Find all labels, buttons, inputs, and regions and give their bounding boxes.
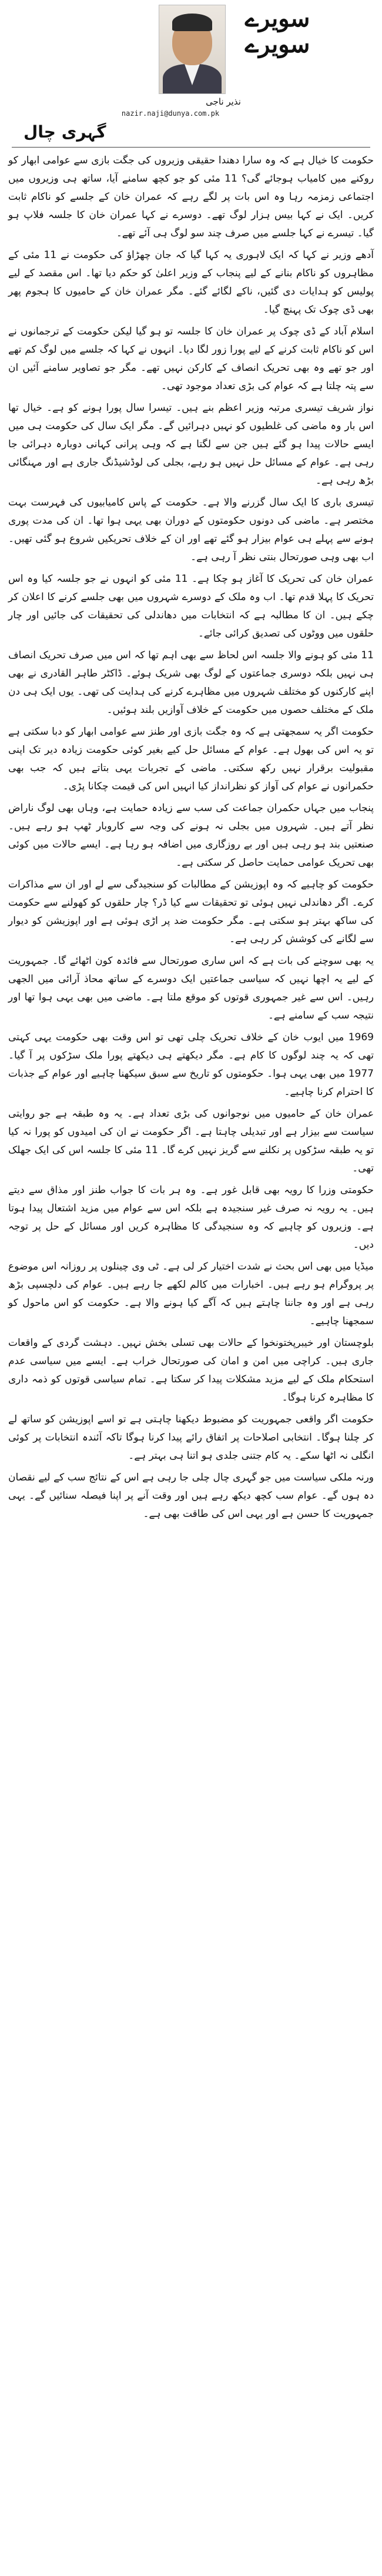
article-body — [8, 152, 374, 1527]
author-name: نذیر ناجی — [206, 96, 241, 107]
article-paragraph: حکومت کا خیال ہے کہ وہ سارا دھندا حقیقی وزیروں کی جگت بازی سے عوامی ابھار کو روکنے میں کامیاب ہوجائے گی؟ 11 مئی کو جو کچھ سامنے آیا، ساتھ ہی وزیروں میں اجتماعی زمزمہ رہا وہ اس بات پر لگے رہے کہ عمران خان کے جلسے کو ناکام ثابت کریں۔ ایک نے کہا بیس ہزار لوگ تھے۔ دوسرے نے کہا عمران خان کا جلسہ فلاپ ہو گیا۔ تیسرے نے کہا جلسے میں صرف چند سو لوگ ہی آئے تھے۔ — [8, 155, 374, 239]
article-paragraph: آدھے وزیر نے کہا کہ ایک لاہوری یہ کہا گیا کہ جان چھڑاؤ کی حکومت نے 11 مئی کے مظاہروں کو ناکام بنانے کے لیے پنجاب کے وزیر اعلیٰ کو حکم دیا تھا۔ اس مقصد کے لیے پولیس کو ہدایات دی گئیں، ناکے لگائے گئے۔ مگر عمران خان کے حامیوں کا ہجوم پھر بھی ڈی چوک تک پہنچ گیا۔ — [8, 249, 374, 316]
article-paragraph: عمران خان کے حامیوں میں نوجوانوں کی بڑی تعداد ہے۔ یہ وہ طبقہ ہے جو روایتی سیاست سے بیزار ہے اور تبدیلی چاہتا ہے۔ اگر حکومت نے ان کی امیدوں کو پورا نہ کیا تو یہ طبقہ سڑکوں پر نکلنے سے گریز نہیں کرے گا۔ 11 مئی کا جلسہ اس کی ایک جھلک تھی۔ — [8, 1108, 374, 1174]
article-paragraph: حکومت اگر واقعی جمہوریت کو مضبوط دیکھنا چاہتی ہے تو اسے اپوزیشن کو ساتھ لے کر چلنا ہوگا۔ انتخابی اصلاحات پر اتفاق رائے پیدا کرنا ہوگا تاکہ آئندہ انتخابات پر کوئی انگلی نہ اٹھا سکے۔ یہ کام جتنی جلدی ہو اتنا ہی بہتر ہے۔ — [8, 1413, 374, 1462]
article-paragraph: نواز شریف تیسری مرتبہ وزیر اعظم بنے ہیں۔ تیسرا سال پورا ہونے کو ہے۔ خیال تھا اس بار وہ ماضی کی غلطیوں کو نہیں دہرائیں گے۔ مگر ایک سال کی حکومت ہی میں ایسے حالات پیدا ہو گئے ہیں جن سے لگتا ہے کہ وہی پرانی کہانی دوبارہ دہرائی جا رہی ہے۔ عوام کے مسائل حل نہیں ہو رہے، بجلی کی لوڈشیڈنگ جاری ہے اور مہنگائی بڑھ رہی ہے۔ — [8, 402, 374, 487]
article-paragraph: پنجاب میں جہاں حکمران جماعت کی سب سے زیادہ حمایت ہے، وہاں بھی لوگ ناراض نظر آتے ہیں۔ شہروں میں بجلی نہ ہونے کی وجہ سے کاروبار ٹھپ ہو رہے ہیں۔ صنعتیں بند ہو رہی ہیں اور بے روزگاری میں اضافہ ہو رہا ہے۔ ایسے حالات میں کوئی بھی تحریک عوامی حمایت حاصل کر سکتی ہے۔ — [8, 802, 374, 869]
article-paragraph: حکومت اگر یہ سمجھتی ہے کہ وہ جگت بازی اور طنز سے عوامی ابھار کو دبا سکتی ہے تو یہ اس کی بھول ہے۔ عوام کے مسائل حل کیے بغیر کوئی حکومت زیادہ دیر تک اپنی مقبولیت برقرار نہیں رکھ سکتی۔ ماضی کے تجربات یہی بتاتے ہیں کہ جب بھی حکمرانوں نے عوام کی آواز کو نظرانداز کیا انہیں اس کی قیمت چکانا پڑی۔ — [8, 726, 374, 792]
article-paragraph: بلوچستان اور خیبرپختونخوا کے حالات بھی تسلی بخش نہیں۔ دہشت گردی کے واقعات جاری ہیں۔ کراچی میں امن و امان کی صورتحال خراب ہے۔ ایسے میں سیاسی عدم استحکام ملک کے لیے مزید مشکلات پیدا کر سکتا ہے۔ تمام سیاسی قوتوں کو ذمہ داری کا مظاہرہ کرنا ہوگا۔ — [8, 1337, 374, 1403]
article-paragraph: میڈیا میں بھی اس بحث نے شدت اختیار کر لی ہے۔ ٹی وی چینلوں پر روزانہ اس موضوع پر پروگرام ہو رہے ہیں۔ اخبارات میں کالم لکھے جا رہے ہیں۔ عوام کی دلچسپی بڑھ رہی ہے اور وہ جاننا چاہتے ہیں کہ آگے کیا ہونے والا ہے۔ حکومت کو اس ماحول کو سمجھنا چاہیے۔ — [8, 1261, 374, 1327]
article-paragraph: ورنہ ملکی سیاست میں جو گہری چال چلی جا رہی ہے اس کے نتائج سب کے لیے نقصان دہ ہوں گے۔ عوام سب کچھ دیکھ رہے ہیں اور وقت آنے پر اپنا فیصلہ سنائیں گے۔ یہی جمہوریت کا حسن ہے اور یہی اس کی طاقت بھی ہے۔ — [8, 1472, 374, 1520]
article-paragraph: اسلام آباد کے ڈی چوک پر عمران خان کا جلسہ تو ہو گیا لیکن حکومت کے ترجمانوں نے اس کو ناکام ثابت کرنے کے لیے پورا زور لگا دیا۔ انہوں نے کہا کہ جلسے میں لوگ کم تھے اور جو تھے وہ بھی تحریک انصاف کے کارکن نہیں تھے۔ مگر جو تصاویر سامنے آئیں ان سے پتہ چلتا ہے کہ عوام کی بڑی تعداد موجود تھی۔ — [8, 326, 374, 392]
article-paragraph: 11 مئی کو ہونے والا جلسہ اس لحاظ سے بھی اہم تھا کہ اس میں صرف تحریک انصاف ہی نہیں بلکہ دوسری جماعتوں کے لوگ بھی شریک ہوئے۔ ڈاکٹر طاہر القادری نے بھی اپنے کارکنوں کو مختلف شہروں میں مظاہرے کرنے کی ہدایت کی تھی۔ یوں ایک ہی دن ملک کے مختلف حصوں میں حکومت کے خلاف آوازیں بلند ہوئیں۔ — [8, 649, 374, 716]
article-paragraph: یہ بھی سوچنے کی بات ہے کہ اس ساری صورتحال سے فائدہ کون اٹھائے گا۔ جمہوریت کے لیے یہ اچھا نہیں کہ سیاسی جماعتیں ایک دوسرے کے ساتھ محاذ آرائی میں الجھی رہیں۔ اس سے غیر جمہوری قوتوں کو موقع ملتا ہے۔ ماضی میں بھی یہی ہوا تھا اور نتیجہ سب کے سامنے ہے۔ — [8, 955, 374, 1021]
article-paragraph: 1969 میں ایوب خان کے خلاف تحریک چلی تھی تو اس وقت بھی حکومت یہی کہتی تھی کہ یہ چند لوگوں کا کام ہے۔ مگر دیکھتے ہی دیکھتے پورا ملک سڑکوں پر آ گیا۔ 1977 میں بھی یہی ہوا۔ حکومتوں کو تاریخ سے سبق سیکھنا چاہیے اور عوام کے جذبات کا احترام کرنا چاہیے۔ — [8, 1031, 374, 1098]
column-logo — [230, 6, 324, 58]
author-email: nazir.naji@dunya.com.pk — [121, 109, 220, 118]
article-paragraph: حکومت کو چاہیے کہ وہ اپوزیشن کے مطالبات کو سنجیدگی سے لے اور ان سے مذاکرات کرے۔ اگر دھاندلی نہیں ہوئی تو تحقیقات سے کیا ڈر؟ چار حلقوں کو کھولنے سے حکومت کی ساکھ بہتر ہو سکتی ہے۔ مگر حکومت ضد پر اڑی ہوئی ہے اور اپوزیشن کو دیوار سے لگانے کی کوشش کر رہی ہے۔ — [8, 879, 374, 945]
article-paragraph: تیسری باری کا ایک سال گزرنے والا ہے۔ حکومت کے پاس کامیابیوں کی فہرست بہت مختصر ہے۔ ماضی کی دونوں حکومتوں کے دوران بھی یہی ہوا تھا۔ ان کی مدت پوری ہونے سے پہلے ہی عوام بیزار ہو گئے تھے اور ان کے خلاف تحریکیں شروع ہو گئی تھیں۔ اب بھی وہی صورتحال بنتی نظر آ رہی ہے۔ — [8, 497, 374, 563]
column-header — [0, 0, 382, 147]
column-logo-line1: سویرے — [244, 5, 310, 32]
author-photo-hair — [172, 14, 212, 31]
article-title: گہری چال — [24, 122, 106, 142]
article-paragraph: حکومتی وزرا کا رویہ بھی قابل غور ہے۔ وہ ہر بات کا جواب طنز اور مذاق سے دیتے ہیں۔ یہ رویہ نہ صرف غیر سنجیدہ ہے بلکہ اس سے عوام میں مزید اشتعال پیدا ہوتا ہے۔ وزیروں کو چاہیے کہ وہ سنجیدگی کا مظاہرہ کریں اور مسائل کے حل پر توجہ دیں۔ — [8, 1184, 374, 1251]
column-logo-line2: سویرے — [244, 31, 310, 58]
author-photo — [159, 5, 226, 94]
article-paragraph: عمران خان کی تحریک کا آغاز ہو چکا ہے۔ 11 مئی کو انہوں نے جو جلسہ کیا وہ اس تحریک کا پہلا قدم تھا۔ اب وہ ملک کے دوسرے شہروں میں بھی جلسے کرنے کا اعلان کر چکے ہیں۔ ان کا مطالبہ ہے کہ انتخابات میں دھاندلی کی تحقیقات کی جائیں اور چار حلقوں میں ووٹوں کی تصدیق کرائی جائے۔ — [8, 573, 374, 639]
header-divider — [12, 147, 370, 148]
